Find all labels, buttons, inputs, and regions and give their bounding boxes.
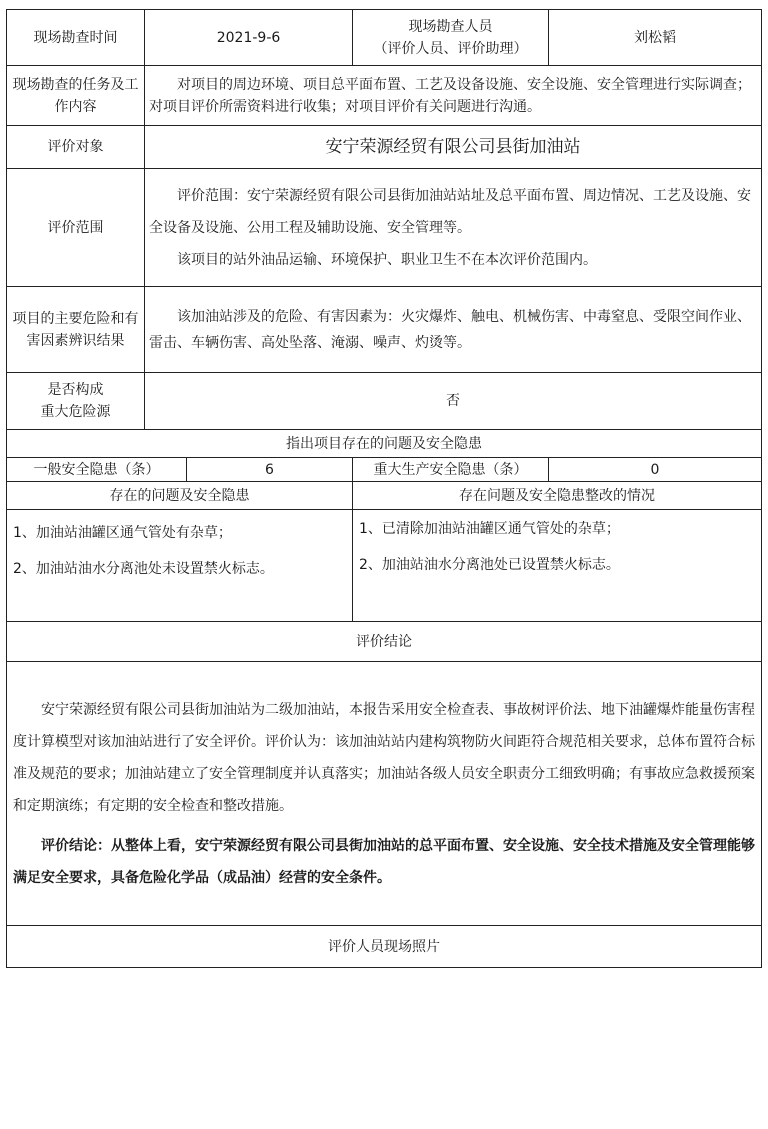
issues-right-title: 存在问题及安全隐患整改的情况 — [353, 482, 762, 510]
hazards-label: 项目的主要危险和有害因素辨识结果 — [7, 287, 145, 373]
target-row — [7, 126, 762, 169]
site-survey-form — [6, 9, 761, 968]
rectification-item: 2、加油站油水分离池处已设置禁火标志。 — [359, 557, 620, 573]
major-hazard-count-label: 重大生产安全隐患（条） — [353, 458, 549, 482]
survey-time-row — [7, 10, 762, 66]
task-cell — [145, 66, 762, 126]
issues-section-title: 指出项目存在的问题及安全隐患 — [7, 430, 762, 458]
survey-time-value: 2021-9-6 — [145, 10, 353, 66]
task-row — [7, 66, 762, 126]
issues-columns-row — [7, 482, 762, 510]
scope-para-2: 该项目的站外油品运输、环境保护、职业卫生不在本次评价范围内。 — [177, 251, 597, 268]
issue-item: 1、加油站油罐区通气管处有杂草； — [13, 525, 232, 541]
issues-title-row — [7, 430, 762, 458]
scope-label: 评价范围 — [7, 169, 145, 287]
issues-right-list — [353, 510, 762, 622]
major-hazard-value: 否 — [145, 373, 762, 430]
target-value: 安宁荣源经贸有限公司县街加油站 — [145, 126, 762, 169]
conclusion-cell — [7, 662, 762, 926]
major-hazard-row — [7, 373, 762, 430]
photos-title: 评价人员现场照片 — [7, 926, 762, 968]
survey-staff-value: 刘松韬 — [549, 10, 762, 66]
survey-staff-label — [353, 10, 549, 66]
general-hazard-count: 6 — [187, 458, 353, 482]
issue-item: 2、加油站油水分离池处未设置禁火标志。 — [13, 561, 274, 577]
major-hazard-label-line2: 重大危险源 — [40, 404, 111, 420]
hazards-cell — [145, 287, 762, 373]
photos-row — [7, 926, 762, 968]
hazards-text: 该加油站涉及的危险、有害因素为：火灾爆炸、触电、机械伤害、中毒窒息、受限空间作业、雷击、车辆伤害、高处坠落、淹溺、噪声、灼烫等。 — [149, 308, 751, 351]
issues-left-title: 存在的问题及安全隐患 — [7, 482, 353, 510]
hazards-row — [7, 287, 762, 373]
conclusion-body: 安宁荣源经贸有限公司县街加油站为二级加油站，本报告采用安全检查表、事故树评价法、地下油罐爆炸能量伤害程度计算模型对该加油站进行了安全评价。评价认为：该加油站站内建构筑物防火间距符合规范相关要求，总体布置符合标准及规范的要求；加油站建立了安全管理制度并认真落实；加油站各级人员安全职责分工细致明确；有事故应急救援预案和定期演练；有定期的安全检查和整改措施。 — [13, 701, 755, 814]
major-hazard-label — [7, 373, 145, 430]
survey-staff-label-line2: （评价人员、评价助理） — [373, 40, 528, 57]
issues-list-row — [7, 510, 762, 622]
issues-count-row — [7, 458, 762, 482]
conclusion-title-row — [7, 622, 762, 662]
issues-left-list — [7, 510, 353, 622]
general-hazard-label: 一般安全隐患（条） — [7, 458, 187, 482]
target-label: 评价对象 — [7, 126, 145, 169]
survey-staff-label-line1: 现场勘查人员 — [408, 18, 493, 35]
conclusion-final: 评价结论：从整体上看，安宁荣源经贸有限公司县街加油站的总平面布置、安全设施、安全技术措施及安全管理能够满足安全要求，具备危险化学品（成品油）经营的安全条件。 — [13, 837, 755, 886]
task-text: 对项目的周边环境、项目总平面布置、工艺及设备设施、安全设施、安全管理进行实际调查；对项目评价所需资料进行收集；对项目评价有关问题进行沟通。 — [149, 76, 751, 115]
major-hazard-label-line1: 是否构成 — [47, 382, 104, 398]
conclusion-row — [7, 662, 762, 926]
major-hazard-count: 0 — [549, 458, 762, 482]
scope-cell — [145, 169, 762, 287]
scope-para-1: 评价范围：安宁荣源经贸有限公司县街加油站站址及总平面布置、周边情况、工艺及设施、安全设备及设施、公用工程及辅助设施、安全管理等。 — [149, 187, 751, 236]
survey-table — [6, 9, 762, 968]
survey-time-label: 现场勘查时间 — [7, 10, 145, 66]
scope-row — [7, 169, 762, 287]
rectification-item: 1、已清除加油站油罐区通气管处的杂草； — [359, 521, 620, 537]
conclusion-title: 评价结论 — [7, 622, 762, 662]
task-label: 现场勘查的任务及工作内容 — [7, 66, 145, 126]
